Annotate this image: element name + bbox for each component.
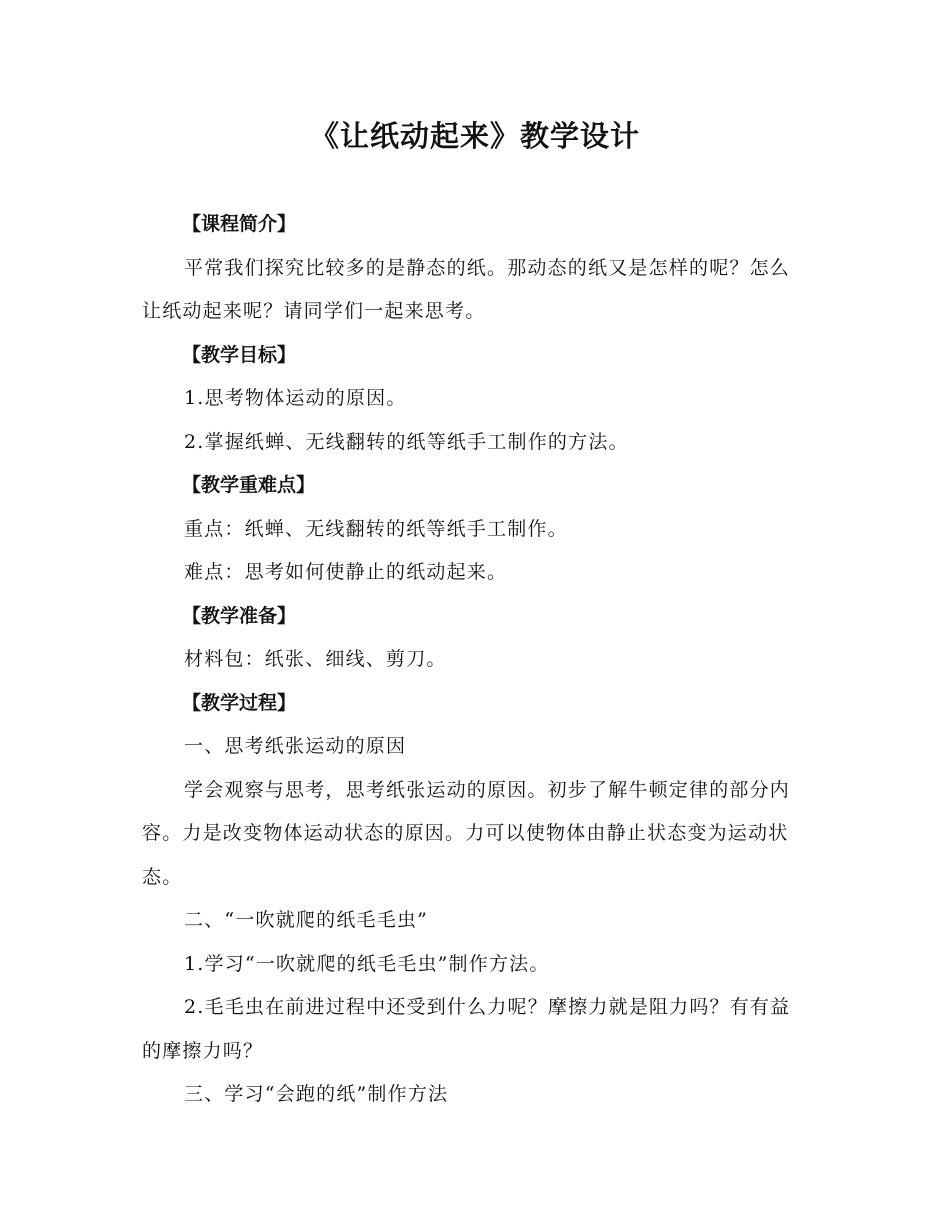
goal-item-2: 2.掌握纸蝉、无线翻转的纸等纸手工制作的方法。 bbox=[184, 430, 629, 453]
section-heading-goals: 【教学目标】 bbox=[182, 343, 297, 366]
process-step1-title: 一、思考纸张运动的原因 bbox=[184, 735, 407, 757]
key-point-text: 重点：纸蝉、无线翻转的纸等纸手工制作。 bbox=[184, 517, 568, 540]
process-step2-item1: 1.学习“一吹就爬的纸毛毛虫”制作方法。 bbox=[184, 952, 550, 975]
section-heading-process: 【教学过程】 bbox=[182, 691, 297, 714]
difficulty-text: 难点：思考如何使静止的纸动起来。 bbox=[184, 561, 508, 583]
document-title: 《让纸动起来》教学设计 bbox=[309, 119, 640, 153]
document-body bbox=[142, 203, 810, 1117]
process-step2-item2: 2.毛毛虫在前进过程中还受到什么力呢？摩擦力就是阻力吗？有有益的摩擦力吗？ bbox=[142, 996, 791, 1062]
process-step1-text: 学会观察与思考，思考纸张运动的原因。初步了解牛顿定律的部分内容。力是改变物体运动状态的原因。力可以使物体由静止状态变为运动状态。 bbox=[142, 778, 791, 888]
section-heading-key-points: 【教学重难点】 bbox=[182, 474, 316, 496]
section-heading-intro: 【课程简介】 bbox=[182, 213, 297, 235]
intro-paragraph: 平常我们探究比较多的是静态的纸。那动态的纸又是怎样的呢？怎么让纸动起来呢？请同学们一起来思考。 bbox=[142, 256, 791, 322]
goal-item-1: 1.思考物体运动的原因。 bbox=[184, 387, 407, 409]
process-step2-title: 二、“一吹就爬的纸毛毛虫” bbox=[184, 909, 429, 931]
section-heading-preparation: 【教学准备】 bbox=[182, 604, 297, 627]
materials-text: 材料包：纸张、细线、剪刀。 bbox=[184, 648, 447, 670]
process-step3-title: 三、学习“会跑的纸”制作方法 bbox=[184, 1083, 449, 1105]
